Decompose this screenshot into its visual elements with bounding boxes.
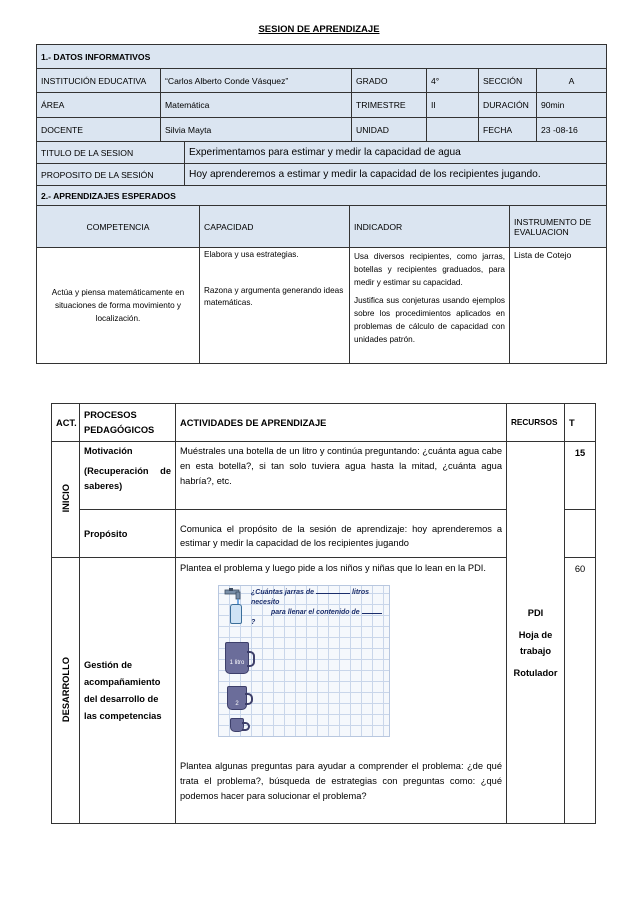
label-seccion: SECCIÓN xyxy=(479,69,537,93)
recurso-hoja-trabajo: Hoja de trabajo xyxy=(518,629,553,656)
indicador-2: Justifica sus conjeturas usando ejemplos sobre los procedimientos aplicados en problemas de cálculo de capacidad con unidades patrón. xyxy=(354,296,505,344)
datos-informativos-table xyxy=(36,44,607,142)
jar-icon-small xyxy=(230,718,244,732)
value-duracion: 90min xyxy=(537,93,607,118)
cell-competencia: Actúa y piensa matemáticamente en situaciones de forma movimiento y localización. xyxy=(37,248,200,364)
time-desarrollo: 60 xyxy=(565,558,596,824)
time-inicio-blank xyxy=(565,510,596,558)
label-fecha: FECHA xyxy=(479,118,537,142)
jar-icon-medium: 2 xyxy=(227,686,247,710)
value-titulo-sesion: Experimentamos para estimar y medir la capacidad de agua xyxy=(185,142,607,164)
desarrollo-text-1: Plantea el problema y luego pide a los niños y niñas que lo lean en la PDI. xyxy=(180,563,486,573)
section-header-aprendizajes: 2.- APRENDIZAJES ESPERADOS xyxy=(37,186,607,206)
problem-illustration xyxy=(218,585,390,737)
value-proposito-sesion: Hoy aprenderemos a estimar y medir la capacidad de los recipientes jugando. xyxy=(185,164,607,186)
proposito-title: Propósito xyxy=(80,510,176,558)
label-titulo-sesion: TITULO DE LA SESION xyxy=(37,142,185,164)
aprendizajes-esperados-table xyxy=(36,185,607,364)
motivacion-title: Motivación xyxy=(84,446,133,456)
value-institucion: “Carlos Alberto Conde Vásquez” xyxy=(161,69,352,93)
recurso-pdi: PDI xyxy=(527,607,544,618)
gestion-title: Gestión de acompañamiento del desarrollo de las competencias xyxy=(80,558,176,824)
capacidad-1: Elabora y usa estrategias. xyxy=(204,250,299,259)
document-title: SESION DE APRENDIZAJE xyxy=(258,24,380,35)
value-docente: Silvia Mayta xyxy=(161,118,352,142)
bottle-icon xyxy=(230,604,242,624)
col-procesos: PROCESOS PEDAGÓGICOS xyxy=(80,404,176,442)
jar-icon-large: 1 litro xyxy=(225,642,249,674)
section-header-datos: 1.- DATOS INFORMATIVOS xyxy=(37,45,607,69)
procesos-table xyxy=(51,403,596,824)
motivacion-subtitle: (Recuperación de saberes) xyxy=(84,466,171,491)
label-docente: DOCENTE xyxy=(37,118,161,142)
col-instrumento: INSTRUMENTO DE EVALUACION xyxy=(510,206,607,248)
col-recursos: RECURSOS xyxy=(507,404,565,442)
col-competencia: COMPETENCIA xyxy=(37,206,200,248)
value-area: Matemática xyxy=(161,93,352,118)
label-inicio: INICIO xyxy=(60,484,71,513)
label-area: ÁREA xyxy=(37,93,161,118)
col-act: ACT. xyxy=(52,404,80,442)
value-grado: 4° xyxy=(427,69,479,93)
label-proposito-sesion: PROPOSITO DE LA SESIÓN xyxy=(37,164,185,186)
cell-instrumento: Lista de Cotejo xyxy=(510,248,607,364)
label-desarrollo: DESARROLLO xyxy=(60,656,71,723)
recurso-rotulador: Rotulador xyxy=(513,667,558,678)
value-trimestre: II xyxy=(427,93,479,118)
col-indicador: INDICADOR xyxy=(350,206,510,248)
desarrollo-text-2: Plantea algunas preguntas para ayudar a comprender el problema: ¿de qué trata el problema?, búsqueda de estrategias con preguntas como: ¿qué podemos hacer para solucionar el problema? xyxy=(180,761,502,801)
proposito-text: Comunica el propósito de la sesión de aprendizaje: hoy aprenderemos a estimar y medir la capacidad de los recipientes jugando xyxy=(176,510,507,558)
value-seccion: A xyxy=(537,69,607,93)
label-trimestre: TRIMESTRE xyxy=(352,93,427,118)
col-t: T xyxy=(565,404,596,442)
time-inicio: 15 xyxy=(565,442,596,510)
motivacion-text: Muéstrales una botella de un litro y continúa preguntando: ¿cuánta agua cabe en esta botella?, si tan solo tuviera agua hasta la mitad, ¿cuánta agua habría?, etc. xyxy=(176,442,507,510)
indicador-1: Usa diversos recipientes, como jarras, botellas y recipientes graduados, para medir y estimar su capacidad. xyxy=(354,252,505,287)
col-actividades: ACTIVIDADES DE APRENDIZAJE xyxy=(176,404,507,442)
label-duracion: DURACIÓN xyxy=(479,93,537,118)
faucet-icon xyxy=(223,588,245,604)
label-unidad: UNIDAD xyxy=(352,118,427,142)
titulo-proposito-table xyxy=(36,141,607,186)
capacidad-2: Razona y argumenta generando ideas matemáticas. xyxy=(204,286,344,307)
label-institucion: INSTITUCIÓN EDUCATIVA xyxy=(37,69,161,93)
illustration-question: ¿Cuántas jarras de litros necesito para llenar el contenido de ? xyxy=(251,588,385,628)
value-fecha: 23 -08-16 xyxy=(537,118,607,142)
label-grado: GRADO xyxy=(352,69,427,93)
col-capacidad: CAPACIDAD xyxy=(200,206,350,248)
value-unidad xyxy=(427,118,479,142)
